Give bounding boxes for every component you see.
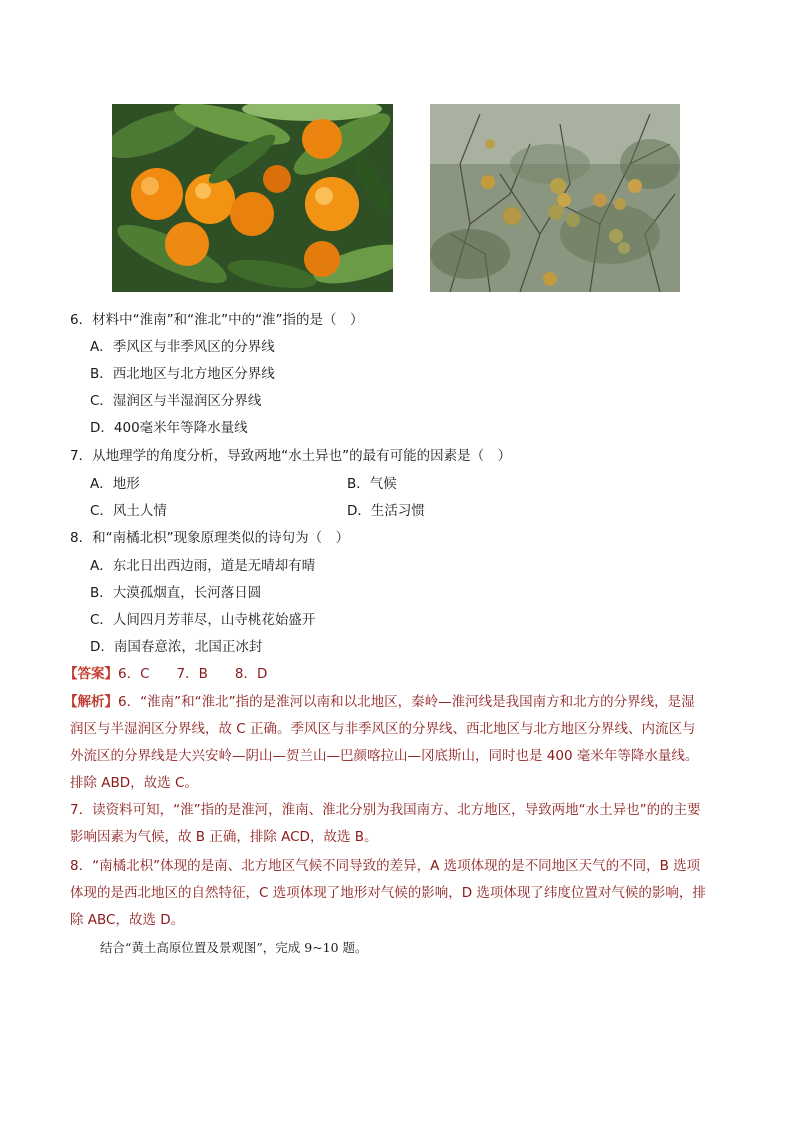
answer-text: 6．C 7．B 8．D xyxy=(118,666,268,682)
q6-option-a: A．季风区与非季风区的分界线 xyxy=(90,339,275,355)
q6-option-c: C．湿润区与半湿润区分界线 xyxy=(90,393,262,409)
q6-option-d: D．400毫米年等降水量线 xyxy=(90,420,248,436)
analysis-line-6: 影响因素为气候，故 B 正确，排除 ACD，故选 B。 xyxy=(70,829,378,845)
q7-option-a: A．地形 xyxy=(90,476,140,492)
next-questions-intro: 结合“黄土高原位置及景观图”，完成 9~10 题。 xyxy=(100,940,368,955)
question-6-stem: 6．材料中“淮南”和“淮北”中的“淮”指的是（ ） xyxy=(70,312,364,328)
analysis-line-7: 8．“南橘北枳”体现的是南、北方地区气候不同导致的差异，A 选项体现的是不同地区天气的不同，B 选项 xyxy=(70,858,701,874)
oranges-north-photo xyxy=(430,104,680,292)
analysis-line-5: 7．读资料可知，“淮”指的是淮河，淮南、淮北分别为我国南方、北方地区，导致两地“水土异也”的的主要 xyxy=(70,802,701,818)
answer-line xyxy=(64,664,267,684)
analysis-label: 【解析】 xyxy=(64,694,118,710)
analysis-line-8: 体现的是西北地区的自然特征，C 选项体现了地形对气候的影响，D 选项体现了纬度位置对气候的影响，排 xyxy=(70,885,706,901)
analysis-line-4: 排除 ABD，故选 C。 xyxy=(70,775,198,791)
q7-option-c: C．风土人情 xyxy=(90,503,167,519)
q7-option-d: D．生活习惯 xyxy=(347,503,425,519)
analysis-line-2: 润区与半湿润区分界线，故 C 正确。季风区与非季风区的分界线、西北地区与北方地区分界线、内流区与 xyxy=(70,721,696,737)
oranges-south-photo xyxy=(112,104,393,292)
q8-option-c: C．人间四月芳菲尽，山寺桃花始盛开 xyxy=(90,612,316,628)
q8-option-b: B．大漠孤烟直，长河落日圆 xyxy=(90,585,262,601)
analysis-line-1 xyxy=(64,692,695,712)
q7-option-b: B．气候 xyxy=(347,476,397,492)
question-8-stem: 8．和“南橘北枳”现象原理类似的诗句为（ ） xyxy=(70,530,350,546)
q6-option-b: B．西北地区与北方地区分界线 xyxy=(90,366,275,382)
question-7-stem: 7．从地理学的角度分析，导致两地“水土异也”的最有可能的因素是（ ） xyxy=(70,448,512,464)
answer-label: 【答案】 xyxy=(64,666,118,682)
analysis-line-3: 外流区的分界线是大兴安岭—阴山—贺兰山—巴颜喀拉山—冈底斯山，同时也是 400 毫米年等降水量线。 xyxy=(70,748,699,764)
analysis-text-1: 6．“淮南”和“淮北”指的是淮河以南和以北地区，秦岭—淮河线是我国南方和北方的分界线，是湿 xyxy=(118,694,695,710)
q8-option-d: D．南国春意浓，北国正冰封 xyxy=(90,639,263,655)
analysis-line-9: 除 ABC，故选 D。 xyxy=(70,912,185,928)
q8-option-a: A．东北日出西边雨，道是无晴却有晴 xyxy=(90,558,316,574)
